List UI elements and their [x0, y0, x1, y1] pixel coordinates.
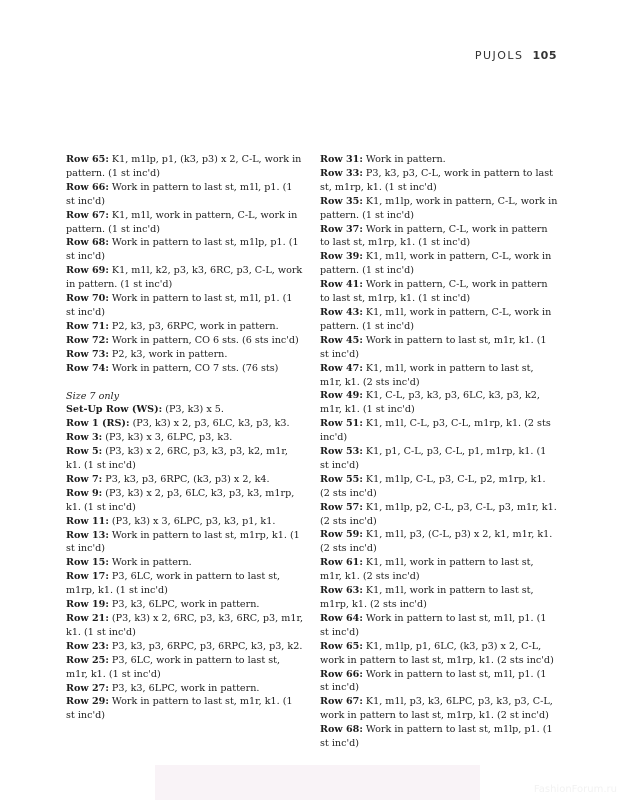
- row-text: Work in pattern to last st, m1r, k1. (1 st inc'd): [66, 696, 293, 722]
- instruction-row: [66, 348, 304, 362]
- instruction-row: [320, 723, 558, 751]
- row-text: K1, m1lp, p1, (k3, p3) x 2, C-L, work in pattern. (1 st inc'd): [66, 154, 302, 179]
- row-label: Row 25:: [66, 654, 109, 666]
- instruction-row: [320, 528, 558, 556]
- row-label: Row 65:: [66, 154, 109, 165]
- instruction-row: [66, 362, 304, 376]
- section-gap: [66, 376, 304, 390]
- row-text: Work in pattern to last st, m1lp, p1. (1 st inc'd): [66, 237, 299, 263]
- row-text: (P3, k3) x 2, 6RC, p3, k3, p3, k2, m1r, k1. (1 st inc'd): [66, 446, 288, 472]
- size-heading: Size 7 only: [66, 390, 120, 402]
- row-text: P3, k3, 6LPC, work in pattern.: [108, 599, 260, 611]
- instruction-row: [66, 654, 304, 682]
- instruction-row: [66, 292, 304, 320]
- right-column: [320, 153, 558, 751]
- right-rows-group: [320, 153, 558, 751]
- instruction-row: [66, 264, 304, 292]
- row-text: K1, m1l, work in pattern to last st, m1r, k1. (2 sts inc'd): [320, 362, 534, 388]
- row-text: Work in pattern to last st, m1r, k1. (1 st inc'd): [320, 334, 547, 360]
- row-text: (P3, k3) x 2, p3, 6LC, k3, p3, k3.: [129, 418, 290, 430]
- row-text: (P3, k3) x 3, 6LPC, p3, k3.: [102, 432, 233, 444]
- instruction-row: [320, 417, 558, 445]
- instruction-row: [66, 570, 304, 598]
- row-text: Work in pattern, CO 7 sts. (76 sts): [108, 362, 279, 374]
- row-label: Row 5:: [66, 446, 103, 458]
- row-text: K1, m1l, C-L, p3, C-L, m1rp, k1. (2 sts inc'd): [320, 418, 551, 444]
- row-text: (P3, k3) x 2, 6RC, p3, k3, 6RC, p3, m1r, k1. (1 st inc'd): [66, 613, 304, 638]
- row-label: Row 51:: [320, 418, 363, 430]
- row-label: Row 31:: [320, 154, 363, 165]
- row-label: Row 7:: [66, 473, 103, 485]
- row-text: Work in pattern, C-L, work in pattern to last st, m1rp, k1. (1 st inc'd): [320, 223, 548, 249]
- row-text: K1, p1, C-L, p3, C-L, p1, m1rp, k1. (1 st inc'd): [320, 446, 547, 471]
- row-text: Work in pattern to last st, m1l, p1. (1 st inc'd): [66, 181, 293, 207]
- instruction-row: [66, 209, 304, 237]
- row-text: K1, m1l, work in pattern, C-L, work in pattern. (1 st inc'd): [320, 306, 552, 332]
- row-text: K1, m1l, work in pattern, C-L, work in pattern. (1 st inc'd): [66, 209, 298, 235]
- instruction-row: [320, 278, 558, 306]
- instruction-row: [320, 612, 558, 640]
- row-text: K1, C-L, p3, k3, p3, 6LC, k3, p3, k2, m1r, k1. (1 st inc'd): [320, 390, 540, 416]
- row-label: Row 66:: [66, 181, 109, 193]
- row-label: Row 17:: [66, 571, 109, 583]
- row-label: Row 65:: [320, 640, 363, 652]
- row-label: Row 13:: [66, 529, 109, 541]
- row-label: Row 67:: [320, 696, 363, 708]
- row-label: Row 59:: [320, 529, 363, 541]
- instruction-row: [66, 473, 304, 487]
- row-text: P3, 6LC, work in pattern to last st, m1r, k1. (1 st inc'd): [66, 654, 281, 680]
- row-text: Work in pattern.: [362, 154, 446, 165]
- footer-bar: [155, 765, 480, 800]
- instruction-row: [320, 362, 558, 390]
- row-label: Row 1 (RS):: [66, 418, 130, 430]
- row-label: Row 68:: [320, 724, 363, 736]
- instruction-row: [66, 515, 304, 529]
- size7-rows-group: [66, 403, 304, 723]
- instruction-row: [66, 403, 304, 417]
- instruction-row: [320, 153, 558, 167]
- row-label: Row 15:: [66, 557, 109, 569]
- row-text: P3, k3, p3, 6RPC, p3, 6RPC, k3, p3, k2.: [108, 640, 303, 652]
- row-label: Row 41:: [320, 279, 363, 291]
- row-text: Work in pattern to last st, m1l, p1. (1 st inc'd): [320, 612, 547, 638]
- row-text: K1, m1l, p3, k3, 6LPC, p3, k3, p3, C-L, work in pattern to last st, m1rp, k1. (2 st inc'd): [320, 696, 553, 722]
- row-label: Row 27:: [66, 682, 109, 694]
- instruction-row: [320, 584, 558, 612]
- row-text: K1, m1lp, C-L, p3, C-L, p2, m1rp, k1. (2 sts inc'd): [320, 473, 546, 499]
- instruction-row: [320, 501, 558, 529]
- instruction-row: [66, 682, 304, 696]
- row-label: Row 9:: [66, 487, 103, 499]
- row-text: P3, k3, 6LPC, work in pattern.: [108, 682, 260, 694]
- row-label: Set-Up Row (WS):: [66, 404, 163, 416]
- row-label: Row 45:: [320, 334, 363, 346]
- row-text: (P3, k3) x 5.: [162, 404, 224, 416]
- instruction-row: [320, 167, 558, 195]
- instruction-row: [320, 640, 558, 668]
- row-label: Row 33:: [320, 167, 363, 179]
- row-text: Work in pattern to last st, m1rp, k1. (1 st inc'd): [66, 529, 300, 555]
- row-text: Work in pattern to last st, m1l, p1. (1 st inc'd): [320, 668, 547, 694]
- instruction-row: [66, 153, 304, 181]
- running-head: [475, 49, 557, 62]
- row-label: Row 72:: [66, 334, 109, 346]
- instruction-row: [66, 612, 304, 640]
- row-text: P3, 6LC, work in pattern to last st, m1rp, k1. (1 st inc'd): [66, 571, 281, 597]
- row-text: P3, k3, p3, C-L, work in pattern to last st, m1rp, k1. (1 st inc'd): [320, 167, 554, 193]
- row-label: Row 69:: [66, 265, 109, 277]
- watermark: FashionForum.ru: [533, 784, 617, 795]
- page-number: 105: [532, 49, 557, 62]
- row-text: (P3, k3) x 2, p3, 6LC, k3, p3, k3, m1rp, k1. (1 st inc'd): [66, 487, 295, 513]
- instruction-row: [66, 487, 304, 515]
- instruction-row: [66, 529, 304, 557]
- row-label: Row 53:: [320, 446, 363, 458]
- instruction-row: [320, 445, 558, 473]
- instruction-row: [320, 668, 558, 696]
- row-label: Row 11:: [66, 515, 109, 527]
- row-text: Work in pattern to last st, m1lp, p1. (1 st inc'd): [320, 724, 553, 750]
- row-label: Row 55:: [320, 473, 363, 485]
- row-label: Row 19:: [66, 599, 109, 611]
- row-label: Row 39:: [320, 251, 363, 263]
- row-label: Row 74:: [66, 362, 109, 374]
- row-text: K1, m1l, work in pattern to last st, m1rp, k1. (2 sts inc'd): [320, 585, 534, 610]
- instruction-row: [320, 334, 558, 362]
- row-label: Row 67:: [66, 209, 109, 221]
- row-label: Row 61:: [320, 557, 363, 569]
- instruction-row: [66, 181, 304, 209]
- row-label: Row 57:: [320, 501, 363, 513]
- instruction-row: [320, 250, 558, 278]
- instruction-row: [66, 236, 304, 264]
- row-label: Row 29:: [66, 696, 109, 708]
- instruction-row: [66, 598, 304, 612]
- instruction-row: [320, 223, 558, 251]
- instruction-row: [320, 389, 558, 417]
- row-text: K1, m1l, p3, (C-L, p3) x 2, k1, m1r, k1. (2 sts inc'd): [320, 529, 553, 555]
- row-label: Row 43:: [320, 306, 363, 318]
- row-text: Work in pattern, CO 6 sts. (6 sts inc'd): [108, 334, 299, 346]
- row-label: Row 21:: [66, 613, 109, 624]
- instruction-row: [66, 556, 304, 570]
- left-rows-group: [66, 153, 304, 376]
- instruction-row: [66, 431, 304, 445]
- instruction-row: [66, 640, 304, 654]
- row-text: K1, m1l, work in pattern to last st, m1r, k1. (2 sts inc'd): [320, 557, 534, 583]
- instruction-row: [66, 445, 304, 473]
- left-column: [66, 153, 304, 723]
- row-text: K1, m1lp, work in pattern, C-L, work in pattern. (1 st inc'd): [320, 195, 558, 221]
- row-label: Row 73:: [66, 348, 109, 360]
- instruction-row: [320, 195, 558, 223]
- row-label: Row 64:: [320, 612, 363, 624]
- row-label: Row 23:: [66, 640, 109, 652]
- row-text: P2, k3, work in pattern.: [108, 348, 228, 360]
- row-text: Work in pattern to last st, m1l, p1. (1 st inc'd): [66, 293, 293, 318]
- row-text: P3, k3, p3, 6RPC, (k3, p3) x 2, k4.: [102, 473, 270, 485]
- row-text: K1, m1lp, p2, C-L, p3, C-L, p3, m1r, k1. (2 sts inc'd): [320, 501, 557, 527]
- row-label: Row 68:: [66, 237, 109, 249]
- instruction-row: [66, 320, 304, 334]
- row-label: Row 63:: [320, 585, 363, 597]
- row-text: K1, m1l, k2, p3, k3, 6RC, p3, C-L, work in pattern. (1 st inc'd): [66, 265, 303, 291]
- row-label: Row 71:: [66, 320, 109, 332]
- row-label: Row 49:: [320, 390, 363, 402]
- instruction-row: [320, 306, 558, 334]
- row-text: Work in pattern.: [108, 557, 192, 569]
- row-text: K1, m1l, work in pattern, C-L, work in pattern. (1 st inc'd): [320, 251, 552, 277]
- row-label: Row 35:: [320, 195, 363, 207]
- row-text: Work in pattern, C-L, work in pattern to last st, m1rp, k1. (1 st inc'd): [320, 279, 548, 305]
- row-label: Row 47:: [320, 362, 363, 374]
- instruction-row: [66, 417, 304, 431]
- row-label: Row 3:: [66, 432, 103, 444]
- row-text: K1, m1lp, p1, 6LC, (k3, p3) x 2, C-L, work in pattern to last st, m1rp, k1. (2 sts inc'd): [320, 640, 554, 666]
- row-text: P2, k3, p3, 6RPC, work in pattern.: [108, 320, 279, 332]
- instruction-row: [320, 695, 558, 723]
- row-label: Row 70:: [66, 293, 109, 305]
- row-text: (P3, k3) x 3, 6LPC, p3, k3, p1, k1.: [108, 515, 276, 527]
- row-label: Row 66:: [320, 668, 363, 680]
- section-title: PUJOLS: [474, 49, 524, 62]
- instruction-row: [320, 473, 558, 501]
- instruction-row: [66, 334, 304, 348]
- instruction-row: [320, 556, 558, 584]
- row-label: Row 37:: [320, 223, 363, 235]
- instruction-row: [66, 695, 304, 723]
